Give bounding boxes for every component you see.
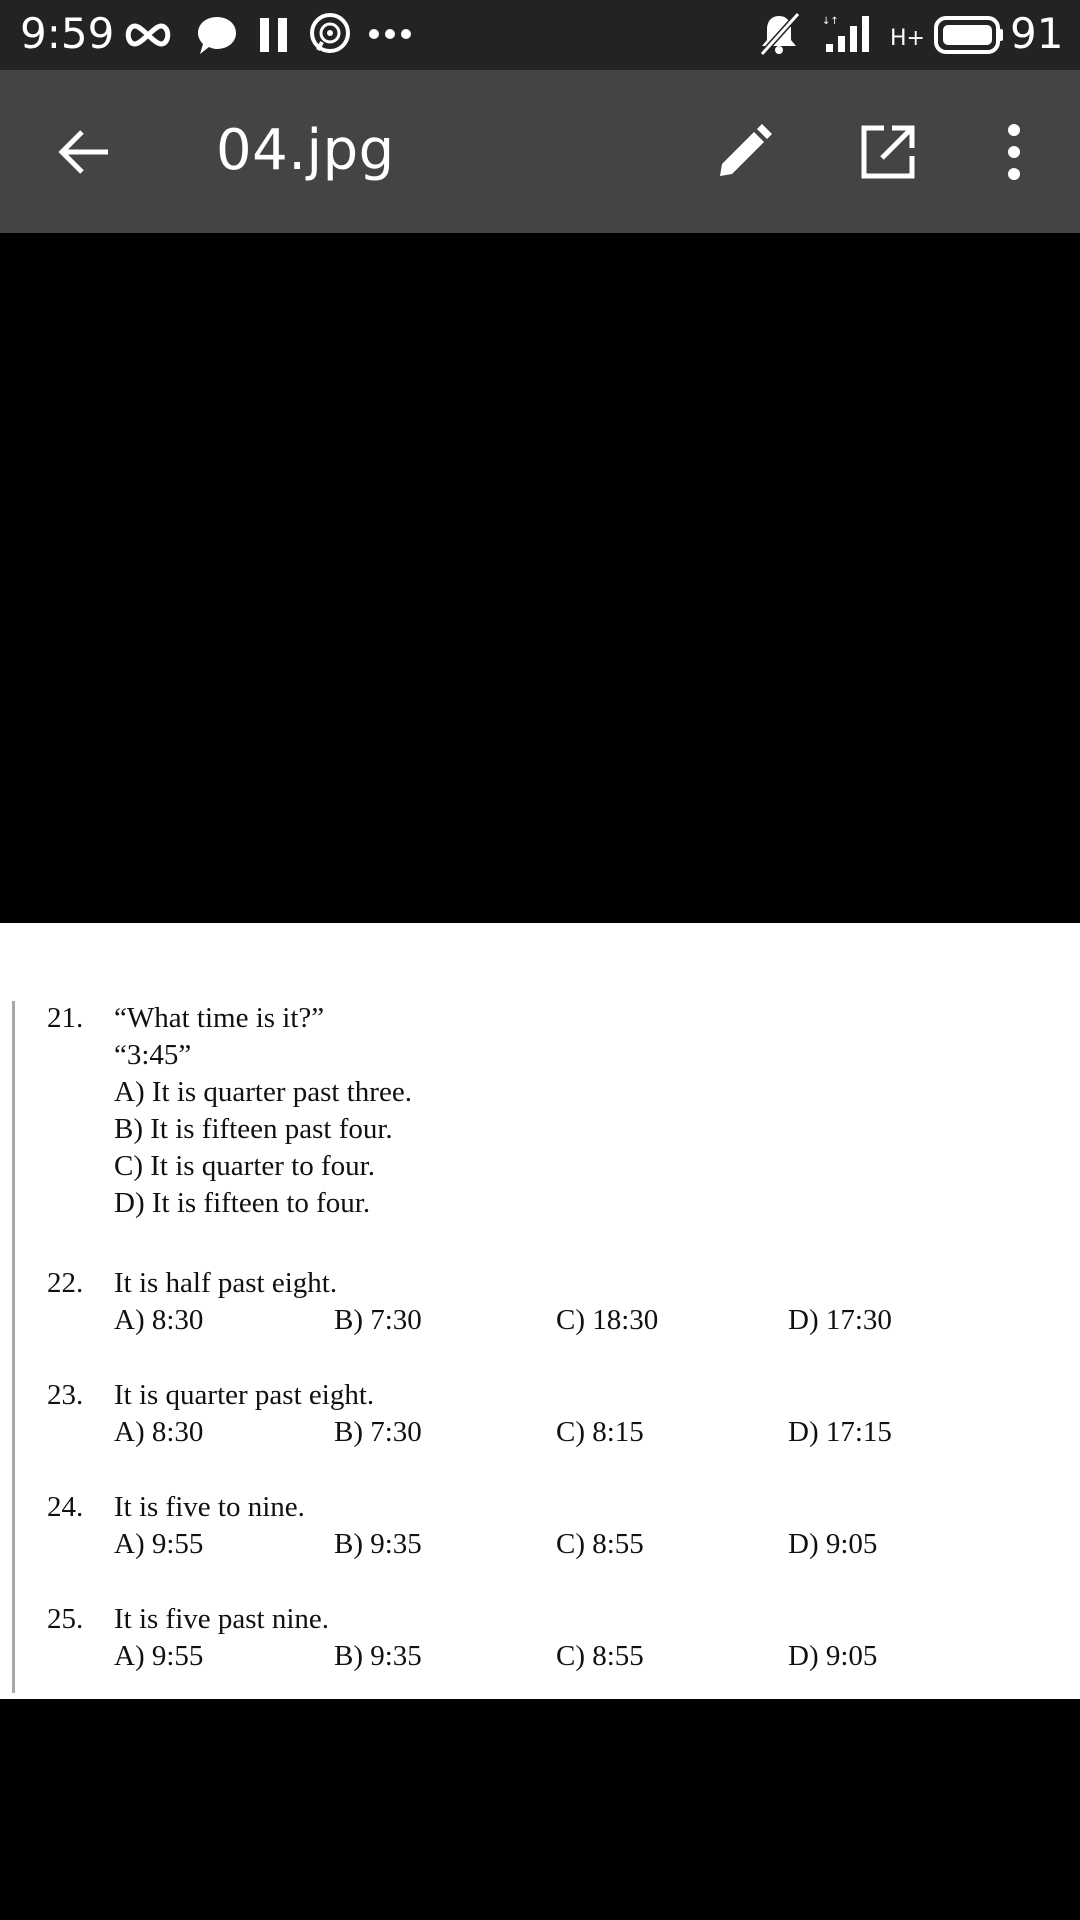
answer-option: A) 8:30 xyxy=(114,1304,204,1336)
answer-option: C) 8:55 xyxy=(556,1528,644,1560)
answer-option: D) 17:15 xyxy=(788,1416,892,1448)
question-prompt: It is quarter past eight. xyxy=(114,1379,375,1411)
open-external-button[interactable] xyxy=(856,120,920,184)
answer-option: C) 8:55 xyxy=(556,1640,644,1672)
question-prompt: It is five to nine. xyxy=(114,1491,305,1523)
svg-text:↓↑: ↓↑ xyxy=(822,16,839,27)
worksheet-image xyxy=(0,923,1080,1699)
answer-option: B) It is fifteen past four. xyxy=(114,1113,393,1145)
answer-option: B) 9:35 xyxy=(334,1640,422,1672)
answer-option: C) It is quarter to four. xyxy=(114,1150,375,1182)
question-number: 21. xyxy=(47,1002,84,1034)
app-toolbar xyxy=(0,70,1080,233)
signal-icon xyxy=(822,12,878,60)
answer-option: D) It is fifteen to four. xyxy=(114,1187,371,1219)
answer-option: D) 9:05 xyxy=(788,1640,878,1672)
edit-pencil-icon xyxy=(712,120,776,184)
question-number: 22. xyxy=(47,1267,84,1299)
messenger-icon xyxy=(308,12,352,60)
answer-option: A) 8:30 xyxy=(114,1416,204,1448)
question-number: 23. xyxy=(47,1379,84,1411)
page-margin-rule xyxy=(12,1001,15,1693)
answer-option: D) 9:05 xyxy=(788,1528,878,1560)
more-dots-icon xyxy=(368,26,412,45)
file-title: 04.jpg xyxy=(216,118,395,183)
answer-option: A) It is quarter past three. xyxy=(114,1076,412,1108)
edit-button[interactable] xyxy=(712,120,776,184)
back-arrow-icon xyxy=(52,120,116,184)
answer-option: B) 9:35 xyxy=(334,1528,422,1560)
question-number: 24. xyxy=(47,1491,84,1523)
answer-option: D) 17:30 xyxy=(788,1304,892,1336)
overflow-menu-button[interactable] xyxy=(982,120,1046,184)
battery-level: 91 xyxy=(1010,9,1064,58)
question-prompt: “What time is it?” xyxy=(114,1002,325,1034)
status-bar xyxy=(0,0,1080,70)
chat-bubble-icon xyxy=(196,14,238,62)
answer-option: B) 7:30 xyxy=(334,1416,422,1448)
overflow-menu-icon xyxy=(982,120,1046,184)
answer-option: A) 9:55 xyxy=(114,1640,204,1672)
question-number: 25. xyxy=(47,1603,84,1635)
question-prompt: It is five past nine. xyxy=(114,1603,330,1635)
open-external-icon xyxy=(856,120,920,184)
back-button[interactable] xyxy=(52,120,116,184)
pause-icon xyxy=(258,16,290,58)
battery-icon xyxy=(934,16,1004,58)
question-prompt: It is half past eight. xyxy=(114,1267,338,1299)
answer-option: A) 9:55 xyxy=(114,1528,204,1560)
answer-option: C) 8:15 xyxy=(556,1416,644,1448)
answer-option: C) 18:30 xyxy=(556,1304,659,1336)
question-prompt-time: “3:45” xyxy=(114,1039,192,1071)
muted-bell-icon xyxy=(758,12,800,60)
answer-option: B) 7:30 xyxy=(334,1304,422,1336)
status-time: 9:59 xyxy=(20,9,115,58)
infinity-icon xyxy=(122,18,174,56)
network-type: H+ xyxy=(890,26,925,51)
image-viewer[interactable] xyxy=(0,233,1080,1920)
